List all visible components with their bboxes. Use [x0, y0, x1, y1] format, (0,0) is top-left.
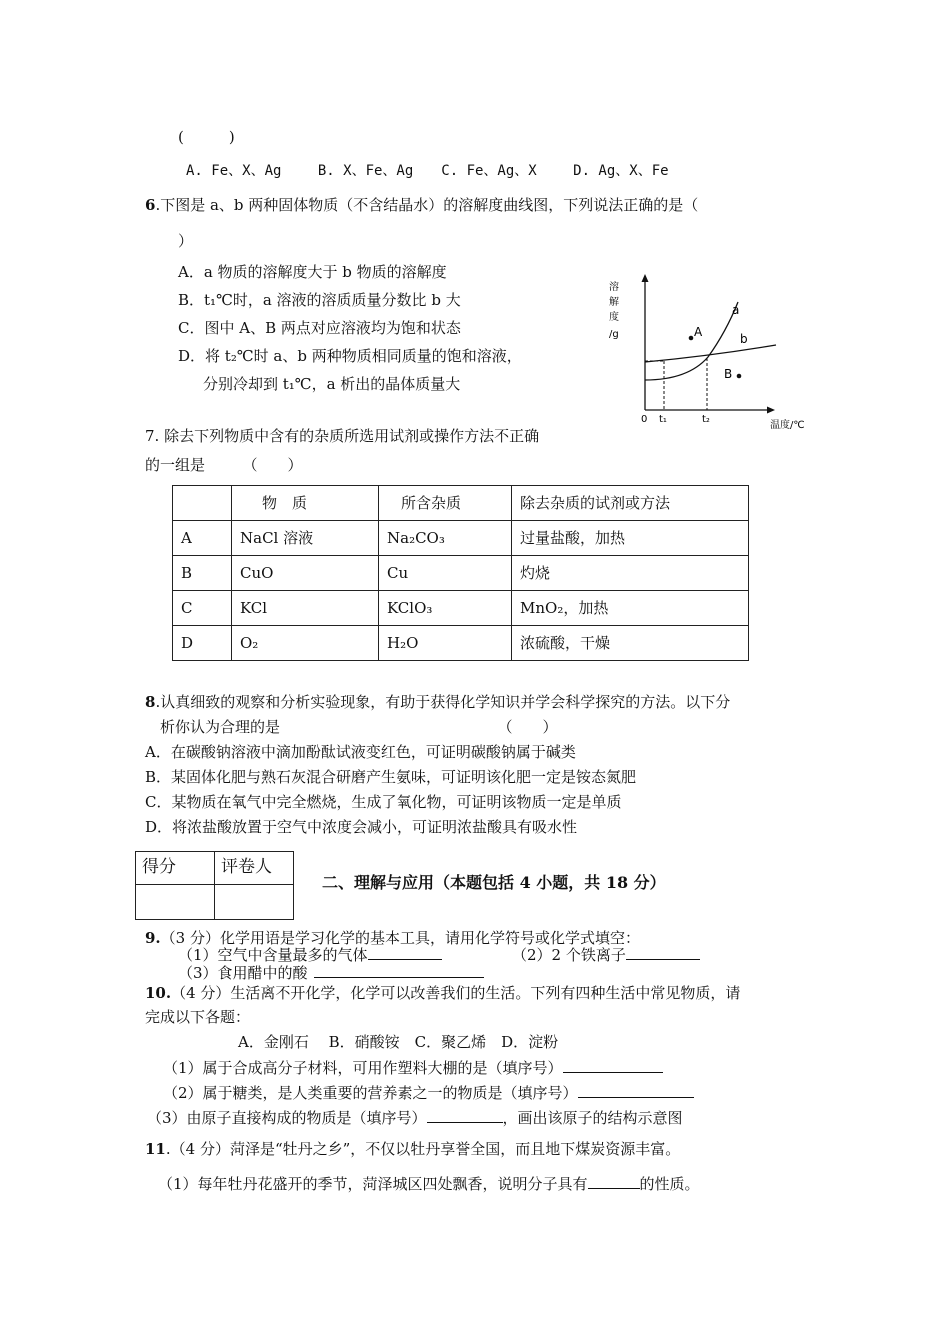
table-cell: B	[173, 556, 232, 591]
q11-number: 11	[145, 1140, 166, 1158]
q11-sub1	[158, 1173, 700, 1194]
q6-stem-end: ）	[178, 232, 194, 250]
q10-sub1-text: （1）属于合成高分子材料，可用作塑料大棚的是（填序号）	[163, 1059, 563, 1077]
q10-stem	[145, 983, 740, 1003]
q8-option-a: A．在碳酸钠溶液中滴加酚酞试液变红色，可证明碳酸钠属于碱类	[145, 743, 576, 761]
q9-sub3	[178, 962, 484, 983]
q10-sub1	[163, 1057, 663, 1078]
q6-option-c: C．图中 A、B 两点对应溶液均为饱和状态	[178, 319, 461, 337]
q8-option-b: B．某固体化肥与熟石灰混合研磨产生氨味，可证明该化肥一定是铵态氮肥	[145, 768, 637, 786]
q9-sub2-blank[interactable]	[626, 944, 700, 960]
q8-stem-line2: 析你认为合理的是 （ ）	[160, 718, 558, 736]
q8-stem-text: .认真细致的观察和分析实验现象，有助于获得化学知识并学会科学探究的方法。以下分	[155, 693, 731, 711]
q7-stem-line2: 的一组是 （ ）	[145, 456, 303, 474]
point-a-label: A	[694, 325, 703, 339]
q6-stem	[145, 195, 698, 215]
table-cell: KClO₃	[379, 591, 512, 626]
table-row	[173, 521, 749, 556]
q10-sub2-blank[interactable]	[578, 1082, 694, 1098]
q11-sub1-tail: 的性质。	[639, 1175, 700, 1193]
table-cell: NaCl 溶液	[232, 521, 379, 556]
q8-option-c: C．某物质在氧气中完全燃烧，生成了氧化物，可证明该物质一定是单质	[145, 793, 622, 811]
q7-table	[172, 485, 749, 661]
table-cell: C	[173, 591, 232, 626]
q10-sub1-blank[interactable]	[563, 1057, 663, 1073]
table-row	[173, 556, 749, 591]
x-tick-t2: t₂	[702, 414, 710, 425]
q7-stem-line1: 7. 除去下列物质中含有的杂质所选用试剂或操作方法不正确	[145, 427, 540, 445]
table-header-row	[173, 486, 749, 521]
table-cell: D	[173, 626, 232, 661]
x-tick-origin: 0	[641, 414, 648, 425]
point-b-label: B	[724, 367, 733, 381]
q10-sub2	[163, 1082, 694, 1103]
q9-sub2	[512, 944, 700, 965]
q10-options: A．金刚石 B．硝酸铵 C．聚乙烯 D．淀粉	[238, 1033, 559, 1051]
grader-field[interactable]	[215, 885, 294, 920]
q6-stem-text: .下图是 a、b 两种固体物质（不含结晶水）的溶解度曲线图，下列说法正确的是（	[155, 196, 699, 214]
q6-option-d: D．将 t₂℃时 a、b 两种物质相同质量的饱和溶液，	[178, 347, 522, 365]
q6-number: 6	[145, 196, 156, 214]
table-row	[173, 591, 749, 626]
q10-sub2-text: （2）属于糖类，是人类重要的营养素之一的物质是（填序号）	[163, 1084, 578, 1102]
table-cell: Cu	[379, 556, 512, 591]
table-header-cell: 除去杂质的试剂或方法	[512, 486, 749, 521]
q9-sub1-text: （1）空气中含量最多的气体	[178, 946, 368, 964]
table-cell: A	[173, 521, 232, 556]
score-label: 得分	[136, 852, 215, 885]
q5-answer-paren: ( )	[178, 128, 235, 146]
table-cell: 过量盐酸，加热	[512, 521, 749, 556]
q10-sub3-blank[interactable]	[427, 1107, 503, 1123]
table-cell: MnO₂，加热	[512, 591, 749, 626]
table-header-cell	[173, 486, 232, 521]
table-cell: H₂O	[379, 626, 512, 661]
solubility-chart	[600, 270, 820, 435]
table-header-cell: 所含杂质	[379, 486, 512, 521]
section2-title: 二、理解与应用（本题包括 4 小题，共 18 分）	[322, 873, 666, 892]
q6-option-a: A．a 物质的溶解度大于 b 物质的溶解度	[178, 263, 447, 281]
x-axis-label: 温度/℃	[770, 420, 805, 431]
point-b-marker	[737, 374, 742, 379]
q11-sub1-blank[interactable]	[588, 1173, 640, 1189]
table-cell: KCl	[232, 591, 379, 626]
q10-sub3-tail: ，画出该原子的结构示意图	[502, 1109, 683, 1127]
y-axis-arrow	[642, 274, 649, 282]
q8-option-d: D．将浓盐酸放置于空气中浓度会减小，可证明浓盐酸具有吸水性	[145, 818, 578, 836]
q10-number: 10.	[145, 984, 172, 1002]
q9-sub1-blank[interactable]	[368, 944, 442, 960]
q9-sub3-text: （3）食用醋中的酸	[178, 964, 308, 982]
score-box	[135, 851, 294, 920]
curve-a-label: a	[732, 303, 740, 317]
score-field[interactable]	[136, 885, 215, 920]
q9-sub2-text: （2）2 个铁离子	[512, 946, 626, 964]
q11-sub1-text: （1）每年牡丹花盛开的季节，菏泽城区四处飘香，说明分子具有	[158, 1175, 588, 1193]
q9-number: 9.	[145, 929, 161, 947]
x-axis-arrow	[767, 407, 775, 414]
q11-stem	[145, 1139, 680, 1159]
y-label-char-1: 溶	[609, 282, 619, 293]
table-cell: 灼烧	[512, 556, 749, 591]
table-cell: Na₂CO₃	[379, 521, 512, 556]
q11-stem-text: .（4 分）菏泽是“牡丹之乡”，不仅以牡丹享誉全国，而且地下煤炭资源丰富。	[165, 1140, 681, 1158]
q9-stem-text: （3 分）化学用语是学习化学的基本工具，请用化学符号或化学式填空：	[160, 929, 640, 947]
curve-b-label: b	[740, 332, 748, 346]
table-cell: CuO	[232, 556, 379, 591]
q10-stem-text: （4 分）生活离不开化学，化学可以改善我们的生活。下列有四种生活中常见物质，请	[171, 984, 741, 1002]
q6-option-d-cont: 分别冷却到 t₁℃，a 析出的晶体质量大	[203, 375, 461, 393]
table-row	[173, 626, 749, 661]
q10-sub3	[147, 1107, 683, 1128]
table-cell: O₂	[232, 626, 379, 661]
table-header-cell: 物 质	[232, 486, 379, 521]
grader-label: 评卷人	[215, 852, 294, 885]
q8-stem-line1	[145, 692, 730, 712]
q9-sub3-blank[interactable]	[314, 962, 484, 978]
y-label-char-4: /g	[609, 329, 619, 340]
point-a-marker	[689, 336, 694, 341]
q8-number: 8	[145, 693, 156, 711]
q6-option-b: B．t₁℃时，a 溶液的溶质质量分数比 b 大	[178, 291, 461, 309]
q10-stem2: 完成以下各题：	[145, 1008, 251, 1026]
table-cell: 浓硫酸，干燥	[512, 626, 749, 661]
q10-sub3-text: （3）由原子直接构成的物质是（填序号）	[147, 1109, 427, 1127]
q5-options: A. Fe、X、Ag B. X、Fe、Ag C. Fe、Ag、X D. Ag、X、Fe	[186, 163, 669, 179]
y-label-char-2: 解	[609, 297, 619, 308]
y-label-char-3: 度	[609, 312, 619, 323]
x-tick-t1: t₁	[659, 414, 667, 425]
